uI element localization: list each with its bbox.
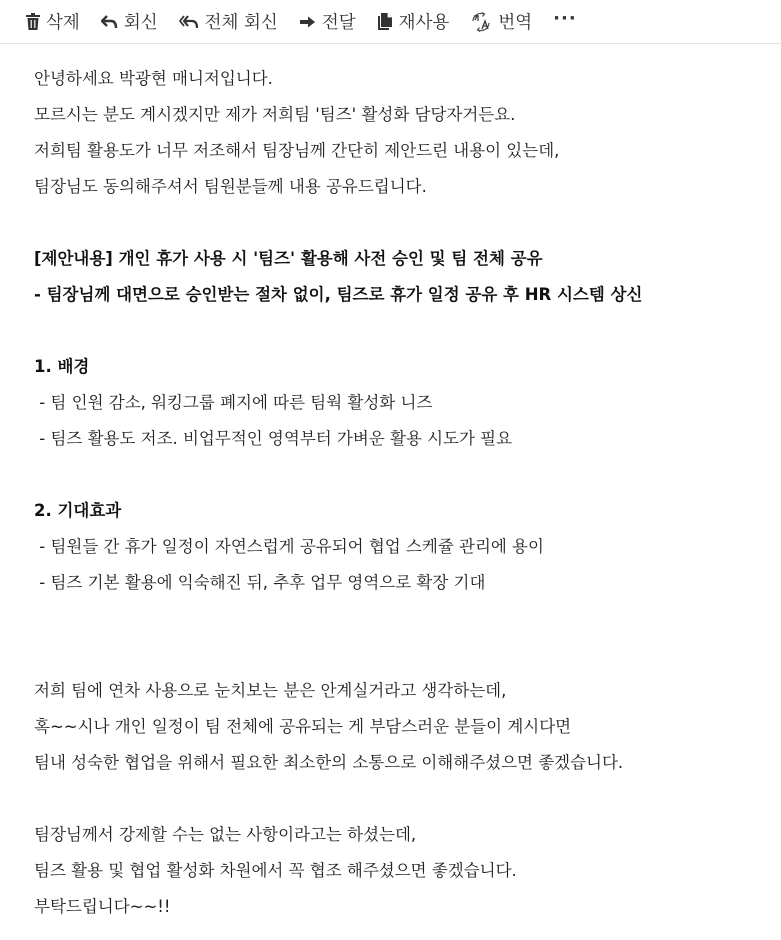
message-line: 저희 팀에 연차 사용으로 눈치보는 분은 안계실거라고 생각하는데, — [34, 681, 507, 700]
message-line: 저희팀 활용도가 너무 저조해서 팀장님께 간단히 제안드린 내용이 있는데, — [34, 141, 560, 160]
message-line: - 팀원들 간 휴가 일정이 자연스럽게 공유되어 협업 스케쥴 관리에 용이 — [34, 537, 544, 556]
blank-line — [34, 781, 781, 817]
message-line: [제안내용] 개인 휴가 사용 시 '팀즈' 활용해 사전 승인 및 팀 전체 공유 — [34, 249, 543, 268]
delete-label: 삭제 — [46, 13, 80, 33]
message-line: 팀장님도 동의해주셔서 팀원분들께 내용 공유드립니다. — [34, 177, 427, 196]
message-line: 혹~~시나 개인 일정이 팀 전체에 공유되는 게 부담스러운 분들이 계시다면 — [34, 717, 572, 736]
delete-button[interactable] — [26, 4, 80, 40]
message-line: 안녕하세요 박광현 매니저입니다. — [34, 69, 273, 88]
forward-label: 전달 — [321, 13, 356, 33]
message-line: 2. 기대효과 — [34, 501, 122, 520]
message-body — [0, 61, 781, 925]
message-line: - 팀즈 활용도 저조. 비업무적인 영역부터 가벼운 활용 시도가 필요 — [34, 429, 513, 448]
message-toolbar — [0, 0, 781, 44]
reuse-button[interactable] — [377, 4, 450, 40]
translate-button[interactable] — [470, 4, 532, 40]
more-options-icon: ··· — [553, 8, 577, 29]
reply-label: 회신 — [123, 13, 158, 33]
message-line: 팀장님께서 강제할 수는 없는 사항이라고는 하셨는데, — [34, 825, 417, 844]
message-line: 1. 배경 — [34, 357, 90, 376]
reply-all-button[interactable] — [179, 4, 278, 40]
message-line: 팀즈 활용 및 협업 활성화 차원에서 꼭 협조 해주셨으면 좋겠습니다. — [34, 861, 517, 880]
translate-icon — [470, 12, 492, 32]
translate-label: 번역 — [498, 13, 533, 33]
blank-line — [34, 637, 781, 673]
forward-button[interactable] — [299, 4, 356, 40]
reply-button[interactable] — [101, 4, 158, 40]
blank-line — [34, 313, 781, 349]
message-line: 팀내 성숙한 협업을 위해서 필요한 최소한의 소통으로 이해해주셨으면 좋겠습니다. — [34, 753, 624, 772]
message-line: - 팀 인원 감소, 워킹그룹 폐지에 따른 팀웍 활성화 니즈 — [34, 393, 433, 412]
copy-document-icon — [377, 13, 393, 30]
message-line: - 팀장님께 대면으로 승인받는 절차 없이, 팀즈로 휴가 일정 공유 후 HR 시스템 상신 — [34, 285, 643, 304]
forward-arrow-icon — [299, 15, 316, 29]
message-line: 모르시는 분도 계시겠지만 제가 저희팀 '팀즈' 활성화 담당자거든요. — [34, 105, 516, 124]
reply-all-icon — [179, 15, 199, 29]
message-line: 부탁드립니다~~!! — [34, 897, 171, 916]
blank-line — [34, 457, 781, 493]
more-options-button[interactable] — [553, 1, 577, 37]
reply-all-label: 전체 회신 — [204, 13, 278, 33]
reply-icon — [101, 15, 118, 29]
trash-icon — [26, 13, 40, 30]
reuse-label: 재사용 — [398, 13, 450, 33]
blank-line — [34, 205, 781, 241]
blank-line — [34, 601, 781, 637]
message-line: - 팀즈 기본 활용에 익숙해진 뒤, 추후 업무 영역으로 확장 기대 — [34, 573, 486, 592]
